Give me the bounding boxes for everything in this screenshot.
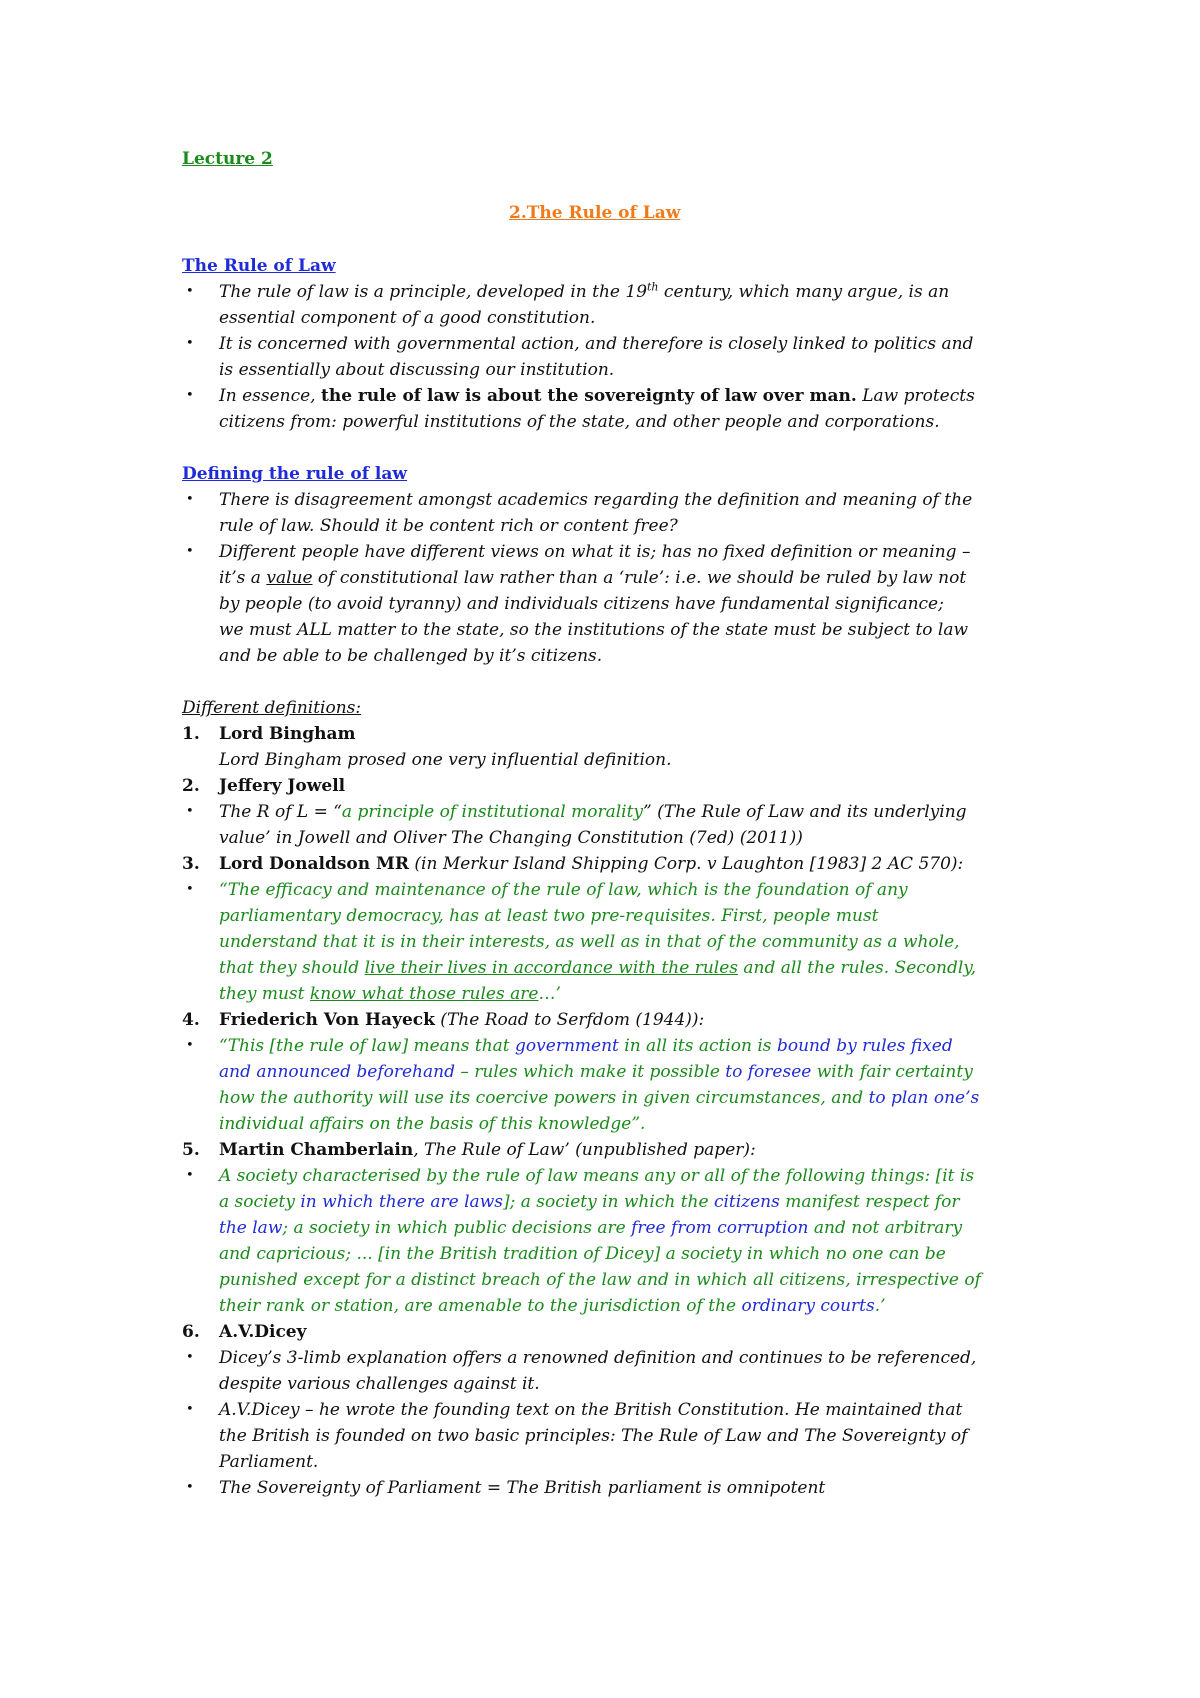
bullet-icon: • [186,1038,194,1053]
quote-line: understand that it is in their interests, as well as in that of the community as a whole, [219,932,960,952]
quote-line: and announced beforehand – rules which make it possible to foresee with fair certainty [219,1062,973,1082]
quote-line: a society in which there are laws]; a society in which the citizens manifest respect for [219,1192,960,1212]
paragraph-line: Different people have different views on what it is; has no fixed definition or meaning – [219,542,971,562]
definition-name: Jeffery Jowell [219,776,346,796]
paragraph-line: The rule of law is a principle, developed in the 19th century, which many argue, is an [219,280,950,302]
quote-line: how the authority will use its coercive powers in given circumstances, and to plan one’s [219,1088,980,1108]
bullet-icon: • [186,544,194,559]
paragraph-line: is essentially about discussing our institution. [219,360,615,380]
bullet-icon: • [186,388,194,403]
paragraph-line: The R of L = “a principle of institutional morality” (The Rule of Law and its underlying [219,802,967,822]
paragraph-line: Lord Bingham prosed one very influential definition. [219,750,672,770]
list-number: 2. [182,776,200,796]
paragraph-line: There is disagreement amongst academics regarding the definition and meaning of the [219,490,973,510]
paragraph-line: citizens from: powerful institutions of the state, and other people and corporations. [219,412,940,432]
definition-name: Martin Chamberlain, The Rule of Law’ (unpublished paper): [219,1140,756,1160]
definition-name: Lord Donaldson MR (in Merkur Island Shipping Corp. v Laughton [1983] 2 AC 570): [219,854,964,874]
list-number: 3. [182,854,200,874]
quote-line: parliamentary democracy, has at least two pre-requisites. First, people must [219,906,879,926]
bullet-icon: • [186,1168,194,1183]
paragraph-line: by people (to avoid tyranny) and individuals citizens have fundamental significance; [219,594,944,614]
list-number: 5. [182,1140,200,1160]
bullet-icon: • [186,804,194,819]
paragraph-line: we must ALL matter to the state, so the institutions of the state must be subject to law [219,620,969,640]
quote-line: punished except for a distinct breach of the law and in which all citizens, irrespective of [219,1270,981,1290]
quote-line: that they should live their lives in accordance with the rules and all the rules. Secondly, [219,958,977,978]
main-title: 2.The Rule of Law [509,203,681,223]
paragraph-line: rule of law. Should it be content rich or content free? [219,516,678,536]
bullet-icon: • [186,336,194,351]
paragraph-line: the British is founded on two basic principles: The Rule of Law and The Sovereignty of [219,1426,968,1446]
quote-line: they must know what those rules are…’ [219,984,561,1004]
quote-line: A society characterised by the rule of law means any or all of the following things: [it is [219,1166,975,1186]
paragraph-line: essential component of a good constitution. [219,308,596,328]
definition-name: Lord Bingham [219,724,356,744]
lecture-title: Lecture 2 [182,149,273,169]
quote-line: the law; a society in which public decisions are free from corruption and not arbitrary [219,1218,963,1238]
section-heading-defining: Defining the rule of law [182,464,408,484]
quote-line: and capricious; ... [in the British tradition of Dicey] a society in which no one can be [219,1244,946,1264]
bullet-icon: • [186,882,194,897]
bullet-icon: • [186,284,194,299]
list-number: 6. [182,1322,200,1342]
section-heading-rule-of-law: The Rule of Law [182,256,336,276]
paragraph-line: In essence, the rule of law is about the sovereignty of law over man. Law protects [219,386,975,406]
definitions-heading: Different definitions: [182,698,362,718]
bullet-icon: • [186,1402,194,1417]
list-number: 1. [182,724,200,744]
paragraph-line: A.V.Dicey – he wrote the founding text on the British Constitution. He maintained that [219,1400,963,1420]
paragraph-line: it’s a value of constitutional law rather than a ‘rule’: i.e. we should be ruled by law not [219,568,967,588]
paragraph-line: and be able to be challenged by it’s citizens. [219,646,603,666]
bullet-icon: • [186,1350,194,1365]
quote-line: “The efficacy and maintenance of the rule of law, which is the foundation of any [219,880,908,900]
definition-name: A.V.Dicey [219,1322,307,1342]
paragraph-line: The Sovereignty of Parliament = The British parliament is omnipotent [219,1478,826,1498]
quote-line: individual affairs on the basis of this knowledge”. [219,1114,646,1134]
paragraph-line: despite various challenges against it. [219,1374,540,1394]
quote-line: their rank or station, are amenable to the jurisdiction of the ordinary courts.’ [219,1296,886,1316]
list-number: 4. [182,1010,200,1030]
paragraph-line: Parliament. [219,1452,319,1472]
paragraph-line: Dicey’s 3-limb explanation offers a renowned definition and continues to be referenced, [219,1348,977,1368]
paragraph-line: It is concerned with governmental action, and therefore is closely linked to politics and [219,334,974,354]
bullet-icon: • [186,1480,194,1495]
bullet-icon: • [186,492,194,507]
paragraph-line: value’ in Jowell and Oliver The Changing Constitution (7ed) (2011)) [219,828,803,848]
definition-name: Friederich Von Hayeck (The Road to Serfdom (1944)): [219,1010,705,1030]
quote-line: “This [the rule of law] means that government in all its action is bound by rules fixed [219,1036,953,1056]
